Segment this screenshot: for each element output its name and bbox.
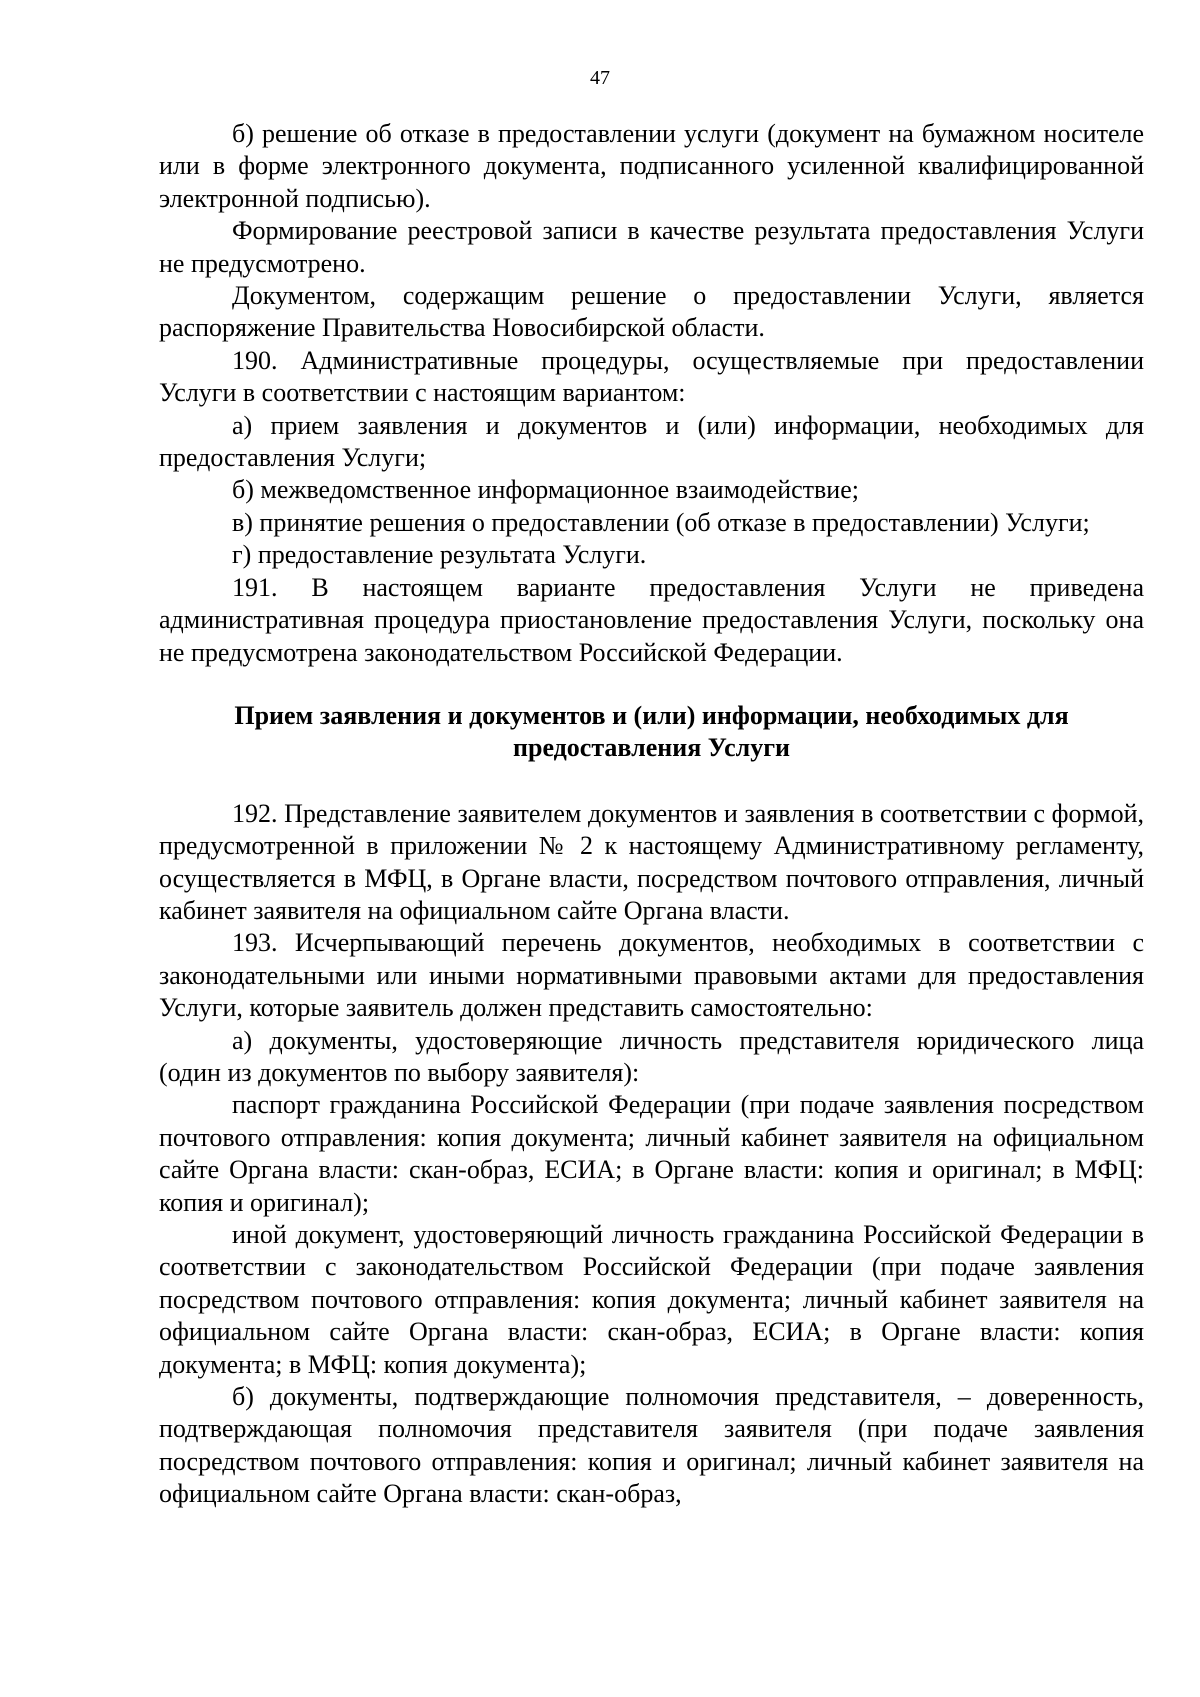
paragraph-191: 191. В настоящем варианте предоставления Услуги не приведена административная процедура приостановление предоставления Услуги, поскольку она не предусмотрена законодательством Российской Федерации.: [159, 572, 1144, 667]
paragraph-registry-record: Формирование реестровой записи в качестве результата предоставления Услуги не предусмотрено.: [159, 216, 1144, 278]
paragraph-192: 192. Представление заявителем документов и заявления в соответствии с формой, предусмотренной в приложении № 2 к настоящему Административному регламенту, осуществляется в МФЦ, в Органе власти, посредством почтового отправления, личный кабинет заявителя на официальном сайте Органа власти.: [159, 798, 1144, 925]
paragraph-193: 193. Исчерпывающий перечень документов, необходимых в соответствии с законодательными или иными нормативными правовыми актами для предоставления Услуги, которые заявитель должен представить самостоятельно:: [159, 928, 1144, 1023]
paragraph-decision-refusal: б) решение об отказе в предоставлении услуги (документ на бумажном носителе или в форме электронного документа, подписанного усиленной квалифицированной электронной подписью).: [159, 119, 1144, 213]
document-body: [159, 118, 1144, 1511]
paragraph-190-v: в) принятие решения о предоставлении (об отказе в предоставлении) Услуги;: [232, 507, 1090, 537]
paragraph-193-b: б) документы, подтверждающие полномочия представителя, – доверенность, подтверждающая полномочия представителя заявителя (при подаче заявления посредством почтового отправления: копия и оригинал; личный кабинет заявителя на официальном сайте Органа власти: скан-образ,: [159, 1382, 1144, 1509]
paragraph-190-b: б) межведомственное информационное взаимодействие;: [232, 475, 859, 505]
paragraph-190-a: а) прием заявления и документов и (или) информации, необходимых для предоставления Услуги;: [159, 410, 1144, 473]
page-number: 47: [590, 67, 610, 89]
paragraph-passport: паспорт гражданина Российской Федерации (при подаче заявления посредством почтового отправления: копия документа; личный кабинет заявителя на официальном сайте Органа власти: скан-образ, ЕСИА; в Органе власти: копия и оригинал; в МФЦ: копия и оригинал);: [159, 1090, 1144, 1217]
paragraph-193-a: а) документы, удостоверяющие личность представителя юридического лица (один из документов по выбору заявителя):: [159, 1025, 1144, 1087]
section-heading: Прием заявления и документов и (или) информации, необходимых для предоставления Услуги: [234, 700, 1069, 763]
paragraph-190: 190. Административные процедуры, осуществляемые при предоставлении Услуги в соответствии с настоящим вариантом:: [159, 345, 1144, 408]
paragraph-190-g: г) предоставление результата Услуги.: [232, 540, 647, 570]
paragraph-other-id-document: иной документ, удостоверяющий личность гражданина Российской Федерации в соответствии с законодательством Российской Федерации (при подаче заявления посредством почтового отправления: копия документа; личный кабинет заявителя на официальном сайте Органа власти: скан-образ, ЕСИА; в Органе власти: копия документа; в МФЦ: копия документа);: [159, 1220, 1144, 1379]
paragraph-decision-document: Документом, содержащим решение о предоставлении Услуги, является распоряжение Правительства Новосибирской области.: [159, 281, 1144, 343]
